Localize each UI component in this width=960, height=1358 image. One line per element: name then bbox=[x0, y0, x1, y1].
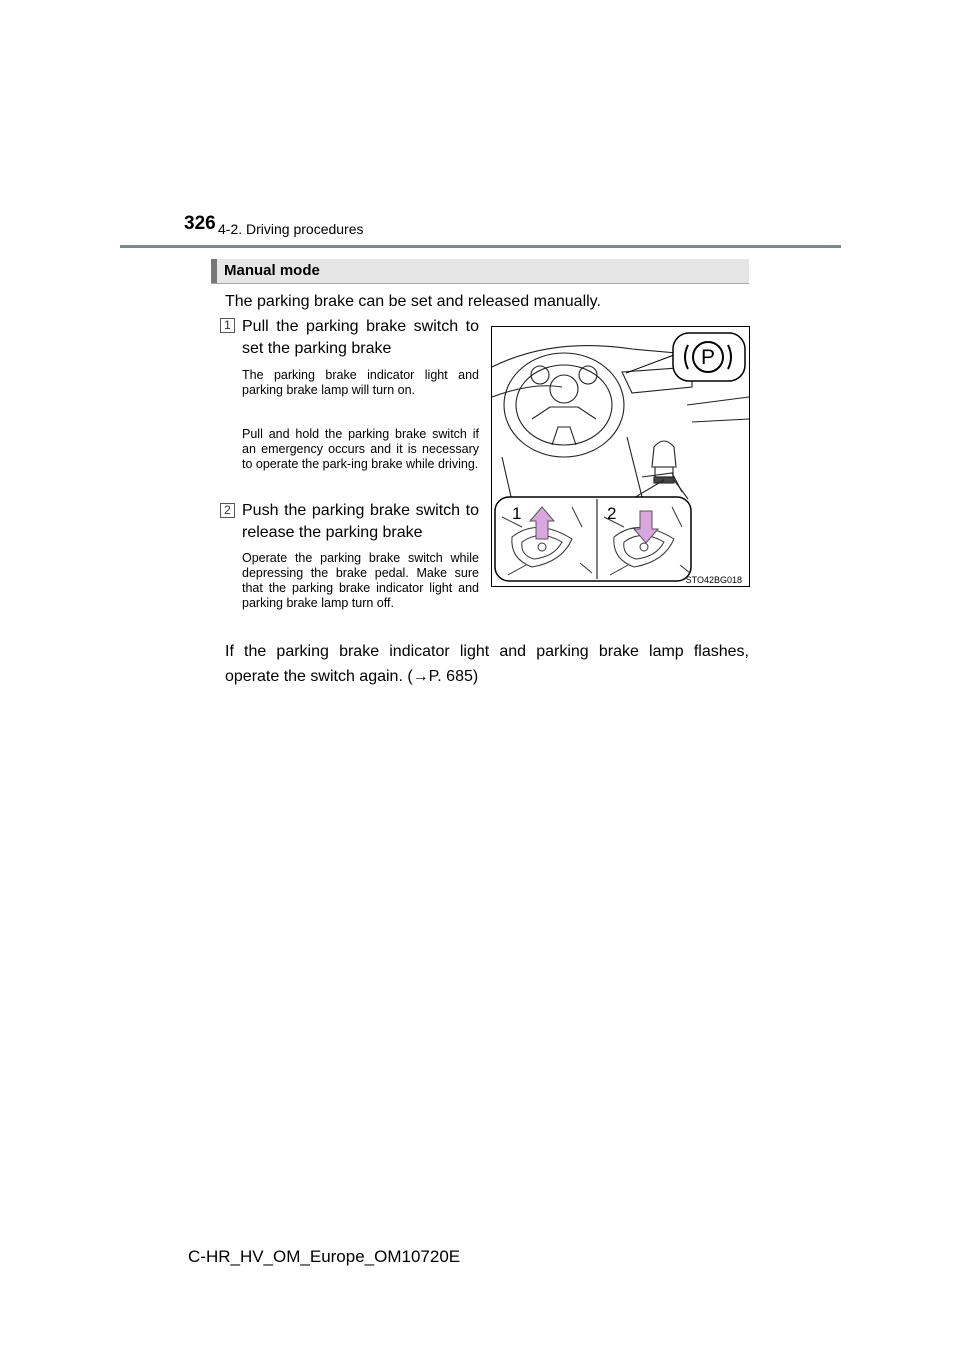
page-reference-link[interactable]: P. 685 bbox=[428, 668, 473, 685]
heading-label: Manual mode bbox=[224, 262, 320, 279]
step-1-title: Pull the parking brake switch to set the parking brake bbox=[242, 318, 479, 357]
parking-brake-illustration bbox=[491, 326, 750, 587]
callout-2-number: 2 bbox=[607, 504, 617, 523]
header-rule bbox=[120, 245, 841, 248]
illustration-drawing bbox=[492, 327, 749, 586]
page-reference-arrow: → bbox=[412, 668, 429, 685]
step-2-title: Push the parking brake switch to release the parking brake bbox=[242, 502, 479, 541]
page-number: 326 bbox=[184, 213, 216, 234]
step-1-number: 1 bbox=[220, 318, 235, 333]
step-2-note: Operate the parking brake switch while depressing the brake pedal. Make sure that the parking brake indicator light and parking brake lamp turn off. bbox=[242, 551, 479, 610]
closing-text-end: ) bbox=[472, 668, 479, 685]
step-1-note-2: Pull and hold the parking brake switch if an emergency occurs and it is necessary to operate the park-ing brake while driving. bbox=[242, 427, 479, 471]
step-2-number: 2 bbox=[220, 503, 235, 518]
footer-document-code: C-HR_HV_OM_Europe_OM10720E bbox=[188, 1247, 461, 1266]
closing-text-main: If the parking brake indicator light and parking brake lamp flashes, operate the switch again. ( bbox=[225, 643, 749, 685]
manual-mode-heading bbox=[211, 259, 749, 284]
closing-text bbox=[225, 639, 749, 689]
callout-1-number: 1 bbox=[512, 504, 522, 523]
heading-accent bbox=[211, 259, 217, 283]
intro-text: The parking brake can be set and released manually. bbox=[225, 293, 601, 310]
indicator-p-symbol: P bbox=[700, 346, 716, 369]
section-title: 4-2. Driving procedures bbox=[218, 221, 364, 237]
step-1-note-1: The parking brake indicator light and parking brake lamp will turn on. bbox=[242, 368, 479, 397]
illustration-code: STO42BG018 bbox=[685, 575, 742, 585]
